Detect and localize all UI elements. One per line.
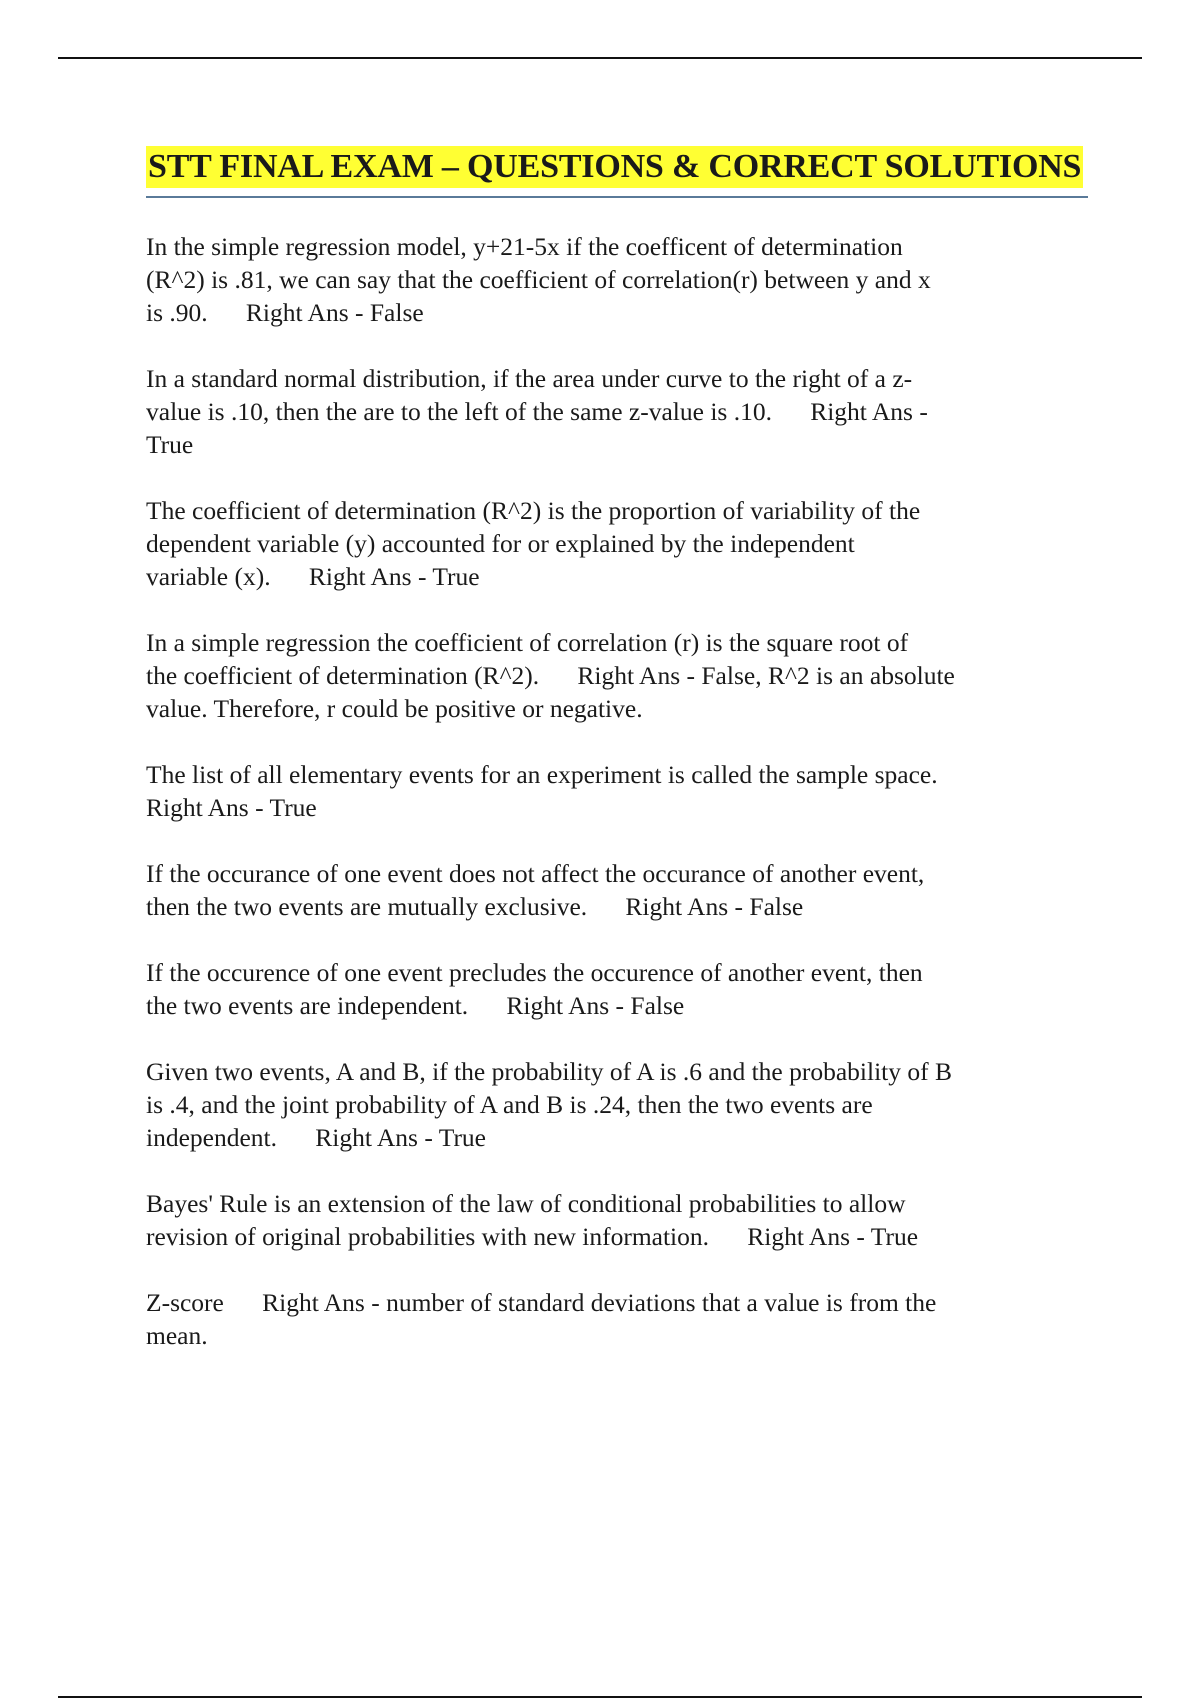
question-line: the two events are independent. Right Ans - False xyxy=(146,991,685,1020)
question-line: In a standard normal distribution, if the area under curve to the right of a z- xyxy=(146,364,913,393)
question-line: Given two events, A and B, if the probability of A is .6 and the probability of B xyxy=(146,1057,952,1086)
question-item xyxy=(146,230,1096,329)
question-line: is .90. Right Ans - False xyxy=(146,298,424,327)
question-line: is .4, and the joint probability of A and B is .24, then the two events are xyxy=(146,1090,873,1119)
question-line: Z-score Right Ans - number of standard deviations that a value is from the xyxy=(146,1288,937,1317)
question-item xyxy=(146,494,1096,593)
question-line: the coefficient of determination (R^2). Right Ans - False, R^2 is an absolute xyxy=(146,661,955,690)
question-line: True xyxy=(146,430,194,459)
question-item xyxy=(146,1055,1096,1154)
title-block xyxy=(146,146,1088,198)
question-item xyxy=(146,758,1096,824)
question-item xyxy=(146,1187,1096,1253)
page-title: STT FINAL EXAM – QUESTIONS & CORRECT SOLUTIONS xyxy=(146,146,1083,188)
question-line: If the occurance of one event does not affect the occurance of another event, xyxy=(146,859,925,888)
question-item xyxy=(146,956,1096,1022)
question-line: variable (x). Right Ans - True xyxy=(146,562,480,591)
question-line: then the two events are mutually exclusive. Right Ans - False xyxy=(146,892,804,921)
question-line: Bayes' Rule is an extension of the law of conditional probabilities to allow xyxy=(146,1189,906,1218)
question-line: independent. Right Ans - True xyxy=(146,1123,487,1152)
question-line: Right Ans - True xyxy=(146,793,317,822)
question-list xyxy=(146,230,1096,1385)
question-line: value. Therefore, r could be positive or negative. xyxy=(146,694,643,723)
question-line: (R^2) is .81, we can say that the coefficient of correlation(r) between y and x xyxy=(146,265,931,294)
question-line: mean. xyxy=(146,1321,208,1350)
question-line: If the occurence of one event precludes the occurence of another event, then xyxy=(146,958,923,987)
footer-rule xyxy=(58,1696,1142,1698)
title-underline xyxy=(146,196,1088,198)
question-line: In the simple regression model, y+21-5x if the coefficent of determination xyxy=(146,232,903,261)
question-line: The coefficient of determination (R^2) is the proportion of variability of the xyxy=(146,496,921,525)
question-line: The list of all elementary events for an experiment is called the sample space. xyxy=(146,760,938,789)
question-item xyxy=(146,857,1096,923)
question-line: dependent variable (y) accounted for or explained by the independent xyxy=(146,529,855,558)
question-item xyxy=(146,362,1096,461)
question-line: revision of original probabilities with new information. Right Ans - True xyxy=(146,1222,919,1251)
question-item xyxy=(146,1286,1096,1352)
question-line: In a simple regression the coefficient of correlation (r) is the square root of xyxy=(146,628,909,657)
question-item xyxy=(146,626,1096,725)
header-rule xyxy=(58,57,1142,59)
question-line: value is .10, then the are to the left of the same z-value is .10. Right Ans - xyxy=(146,397,928,426)
